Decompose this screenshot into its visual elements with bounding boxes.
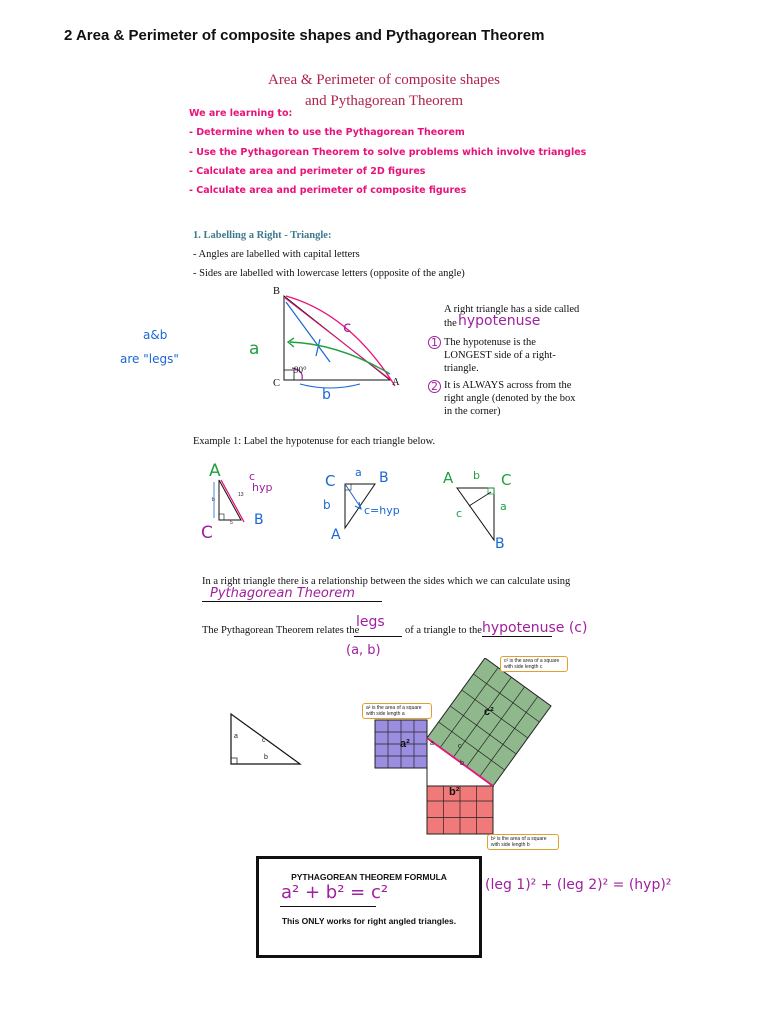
hw-ex2-A: A: [331, 527, 341, 543]
right-triangle-diagram: [120, 284, 440, 414]
angle-90-label: 90°: [294, 365, 307, 375]
hw-side-b: b: [322, 387, 331, 403]
hw-leg-formula: (leg 1)² + (leg 2)² = (hyp)²: [485, 877, 672, 893]
goal-item: - Calculate area and perimeter of 2D figures: [189, 166, 426, 177]
small-tri-b: b: [264, 754, 268, 761]
hw-ex3-a: a: [500, 500, 507, 513]
section1-point: - Sides are labelled with lowercase letters (opposite of the angle): [193, 268, 465, 279]
vertex-A: A: [392, 377, 400, 388]
relationship-text: In a right triangle there is a relationship between the sides which we can calculate using: [202, 576, 571, 587]
right-angle-box: [284, 370, 294, 380]
callout-b: b² is the area of a square with side length b: [487, 834, 559, 850]
diag-a: a: [430, 740, 434, 747]
hw-side-c: c: [343, 318, 352, 336]
right-text: A right triangle has a side called: [444, 304, 580, 315]
square-c-label: c²: [484, 706, 494, 718]
relates-text-1: The Pythagorean Theorem relates the: [202, 625, 360, 636]
hw-ab: a&b: [143, 328, 168, 342]
blank-line: [202, 601, 382, 602]
callout-c: c² is the area of a square with side length c: [500, 656, 568, 672]
right-text: LONGEST side of a right-: [444, 350, 556, 361]
hw-ex1-c: c: [249, 470, 256, 483]
hw-ex1-A: A: [209, 461, 221, 481]
hw-circle-2: 2: [428, 380, 441, 393]
blank-line: [354, 636, 402, 637]
hw-ex2-B: B: [379, 470, 389, 486]
hw-ex2-C: C: [325, 472, 336, 490]
right-text: right angle (denoted by the box: [444, 393, 576, 404]
hw-ex1-C: C: [201, 523, 213, 543]
hw-pythagorean-theorem: Pythagorean Theorem: [210, 586, 355, 601]
formula-blank-line: [280, 906, 376, 907]
hw-ex1-hyp: hyp: [252, 481, 273, 494]
ex-tri1-b: b: [212, 497, 215, 503]
section1-point: - Angles are labelled with capital letters: [193, 249, 360, 260]
ex-tri1-a: 5: [230, 520, 233, 526]
right-text: in the corner): [444, 406, 501, 417]
hw-ex2-b: b: [323, 498, 331, 512]
hw-formula: a² + b² = c²: [281, 882, 389, 903]
hw-legs: legs: [356, 614, 385, 630]
hw-hypotenuse: hypotenuse: [458, 313, 541, 329]
ex-tri1-c: 13: [238, 492, 244, 498]
callout-a: a² is the area of a square with side length a: [362, 703, 432, 719]
diag-b: b: [460, 760, 464, 767]
hw-ex2-chyp: c=hyp: [364, 504, 400, 517]
hw-ex3-B: B: [495, 536, 505, 552]
hw-ex3-C: C: [501, 471, 512, 489]
small-tri-c: c: [262, 737, 266, 744]
learning-intro: We are learning to:: [189, 108, 293, 119]
right-text: The hypotenuse is the: [444, 337, 536, 348]
hw-ab-paren: (a, b): [346, 643, 381, 658]
hw-ex1-B: B: [254, 512, 264, 528]
doc-title-line2: and Pythagorean Theorem: [304, 93, 463, 109]
goal-item: - Use the Pythagorean Theorem to solve problems which involve triangles: [189, 147, 587, 158]
example1-heading: Example 1: Label the hypotenuse for each triangle below.: [193, 436, 436, 447]
hw-ex3-b: b: [473, 469, 480, 482]
hw-side-a: a: [249, 339, 260, 359]
blank-line: [482, 636, 552, 637]
formula-box-title: PYTHAGOREAN THEOREM FORMULA: [291, 872, 447, 882]
hw-hypotenuse-c: hypotenuse (c): [482, 620, 588, 636]
hw-circle-1: 1: [428, 336, 441, 349]
diag-c: c: [458, 743, 462, 750]
right-text: It is ALWAYS across from the: [444, 380, 572, 391]
hw-ex2-a: a: [355, 466, 362, 479]
doc-title-line1: Area & Perimeter of composite shapes: [267, 72, 500, 88]
small-tri-a: a: [234, 733, 238, 740]
relates-text-2: of a triangle to the: [405, 625, 482, 636]
right-text: the: [444, 318, 457, 329]
square-b-label: b²: [449, 786, 460, 798]
vertex-B: B: [273, 286, 281, 297]
hw-are-legs: are "legs": [120, 352, 179, 366]
square-a-label: a²: [400, 738, 410, 750]
pythagorean-squares-diagram: [355, 658, 573, 848]
hw-ex3-c: c: [456, 507, 463, 520]
vertex-C: C: [273, 378, 281, 389]
section1-title: 1. Labelling a Right - Triangle:: [193, 230, 332, 241]
goal-item: - Calculate area and perimeter of composite figures: [189, 185, 467, 196]
right-text: triangle.: [444, 363, 479, 374]
goal-item: - Determine when to use the Pythagorean Theorem: [189, 127, 465, 138]
hw-ex3-A: A: [443, 469, 454, 487]
page-header-title: 2 Area & Perimeter of composite shapes and Pythagorean Theorem: [64, 27, 545, 44]
formula-box-note: This ONLY works for right angled triangles.: [281, 916, 457, 926]
